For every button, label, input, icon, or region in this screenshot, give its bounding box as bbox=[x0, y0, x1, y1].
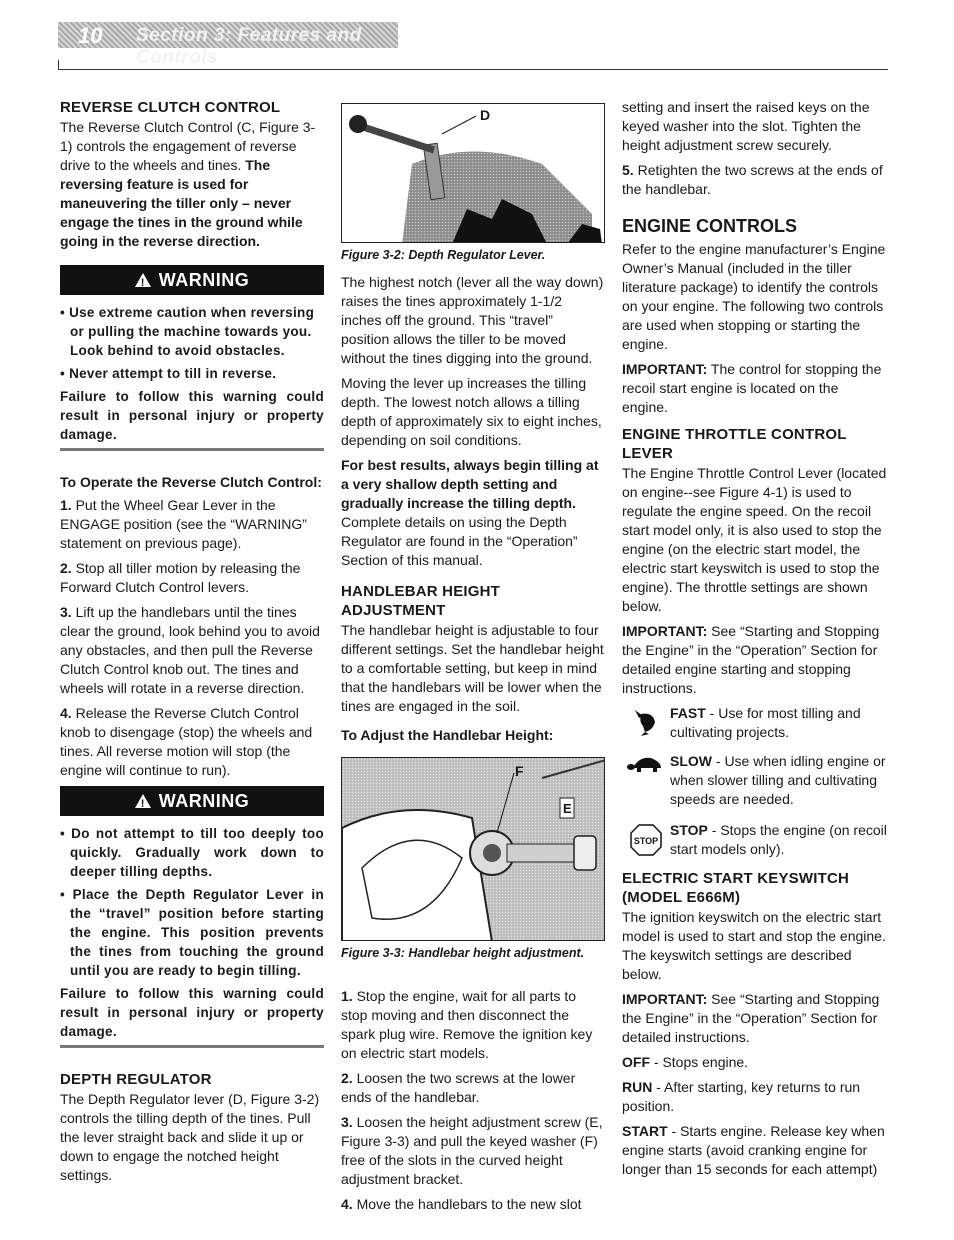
step-1 bbox=[60, 496, 324, 553]
section-title: Section 3: Features and Controls bbox=[136, 25, 362, 68]
slow-label: SLOW bbox=[670, 753, 712, 769]
step-3-number: 3. bbox=[60, 604, 72, 620]
adjust-step-5-number: 5. bbox=[622, 162, 634, 178]
warning-2-failure-text: Failure to follow this warning could result in personal injury or property damage. bbox=[60, 986, 324, 1039]
figure-handlebar-height bbox=[341, 757, 605, 941]
keyswitch-run bbox=[622, 1078, 888, 1116]
important-label-1: IMPORTANT: bbox=[622, 361, 708, 377]
adjust-step-4-text: Move the handlebars to the new slot bbox=[352, 1196, 582, 1212]
depth-tip-bold: For best results, always begin tilling at a very shallow depth setting and gradually increase the tilling depth. bbox=[341, 457, 599, 511]
figure-label-f: F bbox=[515, 763, 524, 779]
warning-icon bbox=[135, 794, 151, 808]
depth-tip-text: Complete details on using the Depth Regulator are found in the “Operation” Section of this manual. bbox=[341, 514, 578, 568]
step-2-text: Stop all tiller motion by releasing the Forward Clutch Control levers. bbox=[60, 560, 301, 595]
column-right bbox=[622, 98, 888, 1185]
adjust-continued-paragraph: setting and insert the raised keys on the keyed washer into the slot. Tighten the height adjustment screw securely. bbox=[622, 99, 870, 153]
step-3 bbox=[60, 603, 324, 698]
section-header-banner bbox=[58, 22, 398, 68]
adjust-step-2-text: Loosen the two screws at the lower ends of the handlebar. bbox=[341, 1070, 576, 1105]
figure-label-e: E bbox=[563, 801, 572, 816]
stop-text: - Stops the engine (on recoil start models only). bbox=[670, 822, 887, 857]
start-text: - Starts engine. Release key when engine starts (avoid cranking engine for longer than 15 seconds for each attempt) bbox=[622, 1123, 885, 1177]
step-1-text: Put the Wheel Gear Lever in the ENGAGE position (see the “WARNING” statement on previous page). bbox=[60, 497, 307, 551]
step-3-text: Lift up the handlebars until the tines clear the ground, look behind you to avoid any obstacles, and then pull the Reverse Clutch Control knob out. The tines and wheels will rotate in a reverse direction. bbox=[60, 604, 320, 696]
depth-paragraph-2: Moving the lever up increases the tilling depth. The lowest notch allows a tilling depth of approximately six to eight inches, depending on soil conditions. bbox=[341, 375, 602, 448]
warning-1-failure-text: Failure to follow this warning could result in personal injury or property damage. bbox=[60, 389, 324, 442]
reverse-clutch-heading: REVERSE CLUTCH CONTROL bbox=[60, 99, 281, 116]
adjust-step-2-number: 2. bbox=[341, 1070, 353, 1086]
throttle-stop-item bbox=[622, 821, 888, 859]
warning-icon bbox=[135, 273, 151, 287]
reverse-clutch-text: The Reverse Clutch Control (C, Figure 3-1) controls the engagement of reverse drive to the wheels and tines. bbox=[60, 119, 316, 173]
depth-regulator-illustration bbox=[342, 104, 605, 243]
stop-icon-text: STOP bbox=[633, 836, 659, 846]
important-note-1 bbox=[622, 360, 888, 417]
start-label: START bbox=[622, 1123, 668, 1139]
fast-text: - Use for most tilling and cultivating projects. bbox=[670, 705, 861, 740]
warning-label-1: WARNING bbox=[158, 269, 250, 290]
adjust-step-1-text: Stop the engine, wait for all parts to stop moving and then disconnect the spark plug wire. Remove the ignition key on electric start models. bbox=[341, 988, 593, 1061]
important-text-3: See “Starting and Stopping the Engine” in the “Operation” Section for detailed instructions. bbox=[622, 991, 880, 1045]
step-2-number: 2. bbox=[60, 560, 72, 576]
warning-label-2: WARNING bbox=[158, 790, 250, 811]
depth-regulator-paragraph: The Depth Regulator lever (D, Figure 3-2) controls the tilling depth of the tines. Pull the lever straight back and slide it up or down to engage the notched height settings. bbox=[60, 1091, 320, 1183]
warning-banner-1 bbox=[60, 265, 324, 295]
step-4-number: 4. bbox=[60, 705, 72, 721]
step-1-number: 1. bbox=[60, 497, 72, 513]
throttle-paragraph: The Engine Throttle Control Lever (located on engine--see Figure 4-1) is used to regulate the engine speed. On the recoil start model only, it is also used to stop the engine (on the electric start model, the electric start keyswitch is used to stop the engine). The throttle settings are shown below. bbox=[622, 465, 887, 614]
important-note-2 bbox=[622, 622, 888, 698]
adjust-step-1-number: 1. bbox=[341, 988, 353, 1004]
important-label-2: IMPORTANT: bbox=[622, 623, 708, 639]
handlebar-paragraph: The handlebar height is adjustable to four different settings. Set the handlebar height to a comfortable setting, but keep in mind that the handlebars will be lower when the tines are engaged in the soil. bbox=[341, 622, 604, 714]
off-label: OFF bbox=[622, 1054, 650, 1070]
throttle-fast-item bbox=[622, 704, 888, 742]
stop-label: STOP bbox=[670, 822, 708, 838]
operate-reverse-heading: To Operate the Reverse Clutch Control: bbox=[60, 474, 322, 490]
figure-3-3-caption: Figure 3-3: Handlebar height adjustment. bbox=[341, 946, 585, 960]
warning-1-rule bbox=[60, 448, 324, 451]
handlebar-bracket-illustration bbox=[342, 758, 605, 941]
run-label: RUN bbox=[622, 1079, 653, 1095]
adjust-step-5 bbox=[622, 161, 888, 199]
header-rule bbox=[58, 69, 888, 70]
warning-1-bullet-1: • Use extreme caution when reversing or pulling the machine towards you. Look behind to avoid obstacles. bbox=[60, 305, 315, 358]
important-text-2: See “Starting and Stopping the Engine” in the “Operation” Section for detailed engine starting and stopping instructions. bbox=[622, 623, 880, 696]
turtle-icon bbox=[622, 752, 670, 809]
adjust-step-4 bbox=[341, 1195, 605, 1214]
adjust-handlebar-heading: To Adjust the Handlebar Height: bbox=[341, 727, 554, 743]
engine-controls-heading: ENGINE CONTROLS bbox=[622, 216, 798, 236]
run-text: - After starting, key returns to run position. bbox=[622, 1079, 861, 1114]
reverse-clutch-bold-text: The reversing feature is used for maneuvering the tiller only – never engage the tines in the ground while going in the reverse direction. bbox=[60, 157, 303, 249]
throttle-lever-heading: ENGINE THROTTLE CONTROL LEVER bbox=[622, 426, 847, 462]
fast-label: FAST bbox=[670, 705, 706, 721]
figure-3-2-caption: Figure 3-2: Depth Regulator Lever. bbox=[341, 248, 546, 262]
adjust-step-3-text: Loosen the height adjustment screw (E, Figure 3-3) and pull the keyed washer (F) free of the slots in the curved height adjustment bracket. bbox=[341, 1114, 603, 1187]
adjust-step-4-number: 4. bbox=[341, 1196, 353, 1212]
off-text: - Stops engine. bbox=[650, 1054, 749, 1070]
page-number: 10 bbox=[78, 23, 103, 48]
adjust-step-3-number: 3. bbox=[341, 1114, 353, 1130]
important-label-3: IMPORTANT: bbox=[622, 991, 708, 1007]
keyswitch-paragraph: The ignition keyswitch on the electric start model is used to start and stop the engine. The keyswitch settings are described below. bbox=[622, 909, 886, 982]
important-text-1: The control for stopping the recoil start engine is located on the engine. bbox=[622, 361, 882, 415]
engine-controls-paragraph: Refer to the engine manufacturer’s Engine Owner’s Manual (included in the tiller literature package) to identify the controls on your engine. The following two controls are used when stopping or starting the engine. bbox=[622, 241, 886, 352]
depth-paragraph-3 bbox=[341, 456, 605, 570]
step-4-text: Release the Reverse Clutch Control knob to disengage (stop) the wheels and tines. All reverse motion will stop (the engine will continue to run). bbox=[60, 705, 313, 778]
step-4 bbox=[60, 704, 324, 780]
rabbit-icon bbox=[622, 704, 670, 742]
warning-2-bullet-1: • Do not attempt to till too deeply too quickly. Gradually work down to deeper tilling depths. bbox=[60, 826, 324, 879]
warning-1-bullet-2: • Never attempt to till in reverse. bbox=[60, 366, 277, 381]
column-middle bbox=[341, 103, 605, 1220]
stop-icon bbox=[622, 821, 670, 859]
warning-banner-2 bbox=[60, 786, 324, 816]
keyswitch-start bbox=[622, 1122, 888, 1179]
adjust-step-3 bbox=[341, 1113, 605, 1189]
column-left bbox=[60, 98, 324, 1191]
warning-box-1 bbox=[60, 303, 324, 444]
adjust-step-2 bbox=[341, 1069, 605, 1107]
adjust-step-5-text: Retighten the two screws at the ends of the handlebar. bbox=[622, 162, 883, 197]
adjust-step-1 bbox=[341, 987, 605, 1063]
step-2 bbox=[60, 559, 324, 597]
figure-depth-regulator-lever bbox=[341, 103, 605, 243]
keyswitch-heading: ELECTRIC START KEYSWITCH (MODEL E666M) bbox=[622, 870, 850, 906]
warning-box-2 bbox=[60, 824, 324, 1041]
throttle-slow-item bbox=[622, 752, 888, 809]
keyswitch-off bbox=[622, 1053, 888, 1072]
important-note-3 bbox=[622, 990, 888, 1047]
figure-label-d: D bbox=[480, 107, 491, 123]
warning-2-bullet-2: • Place the Depth Regulator Lever in the “travel” position before starting the engine. This position prevents the tines from touching the ground until you are ready to begin tilling. bbox=[60, 887, 324, 978]
depth-regulator-heading: DEPTH REGULATOR bbox=[60, 1071, 212, 1088]
depth-paragraph-1: The highest notch (lever all the way down) raises the tines approximately 1-1/2 inches off the ground. This “travel” position allows the tiller to be moved without the tines digging into the ground. bbox=[341, 274, 604, 366]
handlebar-height-heading: HANDLEBAR HEIGHT ADJUSTMENT bbox=[341, 583, 501, 619]
reverse-clutch-paragraph bbox=[60, 118, 324, 251]
warning-2-rule bbox=[60, 1045, 324, 1048]
slow-text: - Use when idling engine or when slower tilling and cultivating speeds are needed. bbox=[670, 753, 886, 807]
